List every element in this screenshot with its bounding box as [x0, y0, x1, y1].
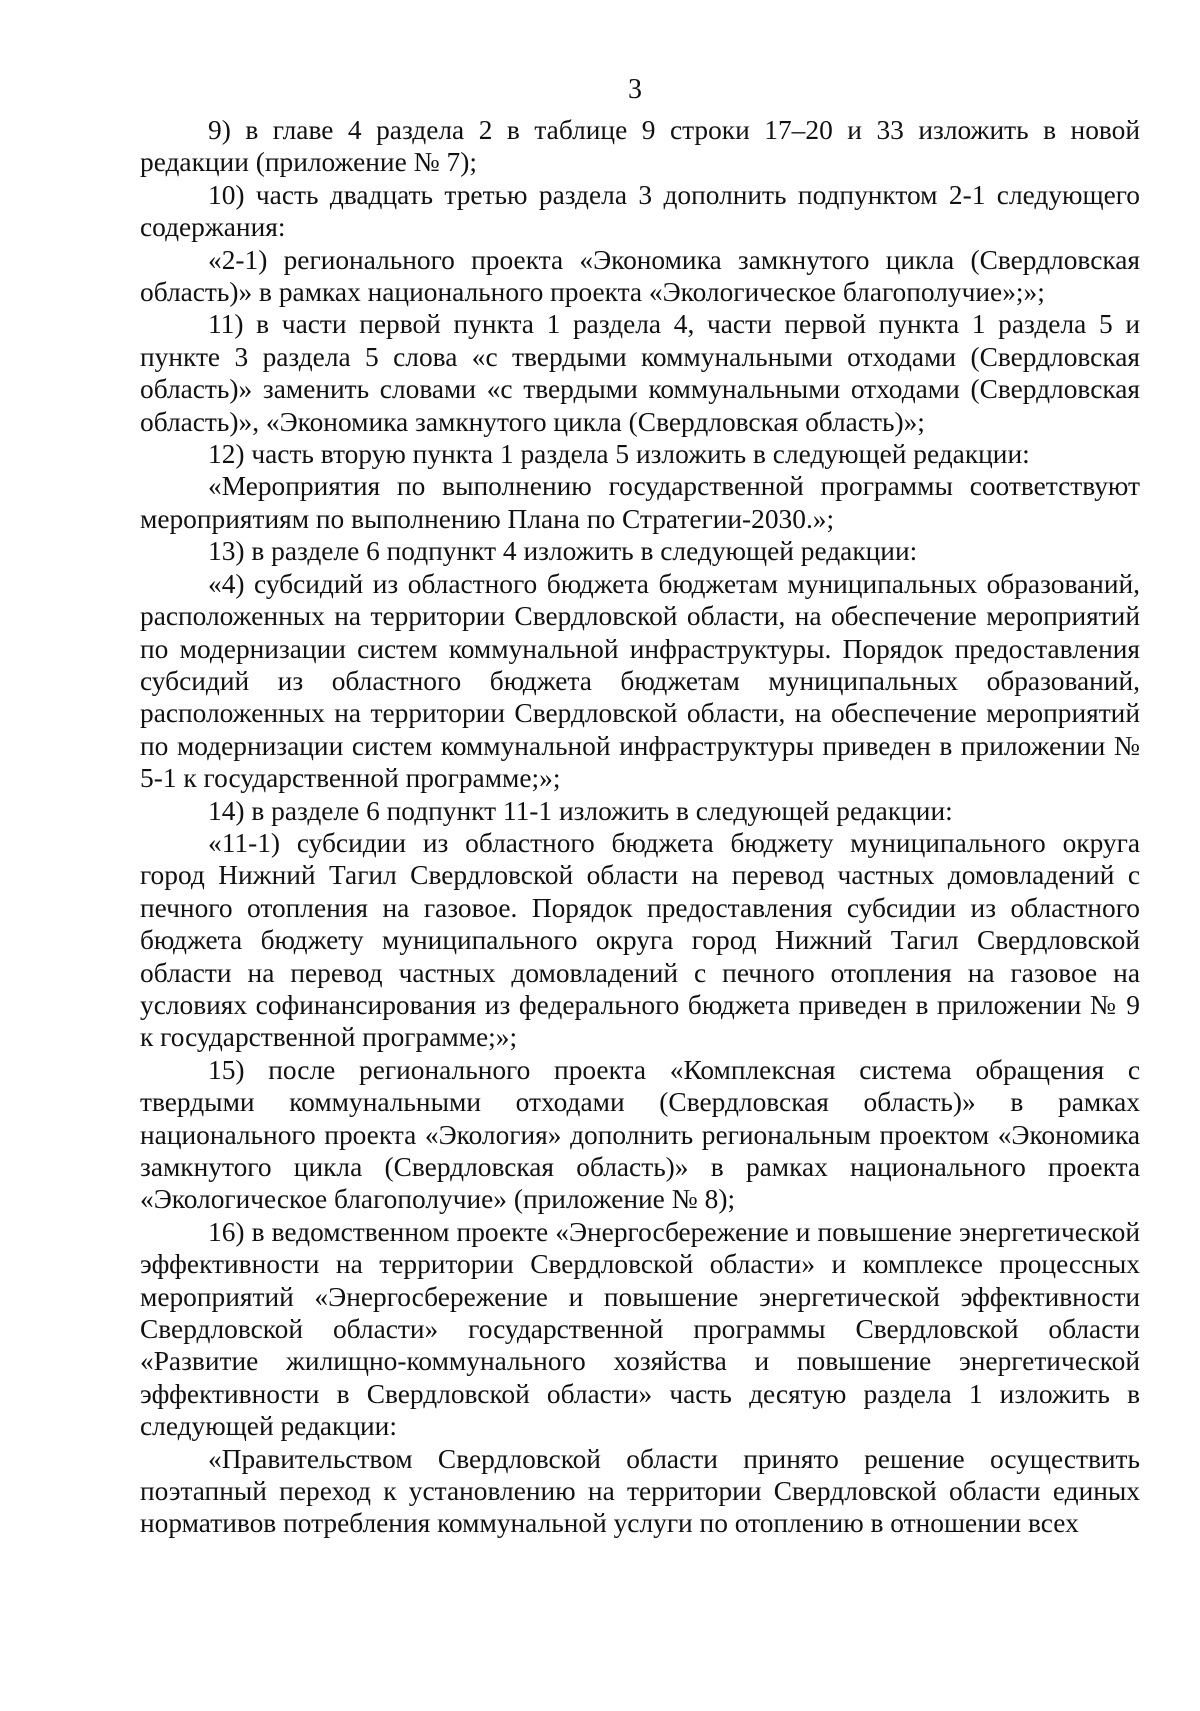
paragraph-item-13: 13) в разделе 6 подпункт 4 изложить в следующей редакции:	[208, 536, 918, 567]
paragraph-item-14: 14) в разделе 6 подпункт 11-1 изложить в следующей редакции:	[208, 795, 953, 826]
paragraph-item-15: 15) после регионального проекта «Комплексная система обращения с твердыми коммунальными отходами (Свердловская область)» в рамках национального проекта «Экология» дополнить региональным проектом «Экономика замкнутого цикла (Свердловская область)» в рамках национального проекта «Экологическое благополучие» (приложение № 8);	[140, 1054, 1140, 1215]
paragraph-item-11: 11) в части первой пункта 1 раздела 4, части первой пункта 1 раздела 5 и пункте 3 раздела 5 слова «с твердыми коммунальными отходами (Свердловская область)» заменить словами «с твердыми коммунальными отходами (Свердловская область)», «Экономика замкнутого цикла (Свердловская область)»;	[140, 309, 1140, 437]
paragraph-quote-government: «Правительством Свердловской области принято решение осуществить поэтапный переход к установлению на территории Свердловской области единых нормативов потребления коммунальной услуги по отоплению в отношении всех	[140, 1443, 1140, 1539]
paragraph-item-10: 10) часть двадцать третью раздела 3 дополнить подпунктом 2-1 следующего содержания:	[140, 179, 1140, 243]
page-number: 3	[628, 74, 642, 105]
paragraph-quote-4: «4) субсидий из областного бюджета бюджетам муниципальных образований, расположенных на территории Свердловской области, на обеспечение мероприятий по модернизации систем коммунальной инфраструктуры. Порядок предоставления субсидий из областного бюджета бюджетам муниципальных образований, расположенных на территории Свердловской области, на обеспечение мероприятий по модернизации систем коммунальной инфраструктуры приведен в приложении № 5-1 к государственной программе;»;	[140, 568, 1140, 794]
paragraph-quote-measures: «Мероприятия по выполнению государственной программы соответствуют мероприятиям по выполнению Плана по Стратегии-2030.»;	[140, 471, 1140, 534]
paragraph-item-12: 12) часть вторую пункта 1 раздела 5 изложить в следующей редакции:	[208, 439, 1030, 470]
paragraph-item-9: 9) в главе 4 раздела 2 в таблице 9 строки 17–20 и 33 изложить в новой редакции (приложение № 7);	[140, 115, 1140, 178]
document-body	[140, 114, 1140, 1540]
paragraph-quote-11-1: «11-1) субсидии из областного бюджета бюджету муниципального округа город Нижний Тагил Свердловской области на перевод частных домовладений с печного отопления на газовое. Порядок предоставления субсидии из областного бюджета бюджету муниципального округа город Нижний Тагил Свердловской области на перевод частных домовладений с печного отопления на газовое на условиях софинансирования из федерального бюджета приведен в приложении № 9 к государственной программе;»;	[140, 827, 1140, 1053]
paragraph-item-16: 16) в ведомственном проекте «Энергосбережение и повышение энергетической эффективности на территории Свердловской области» и комплексе процессных мероприятий «Энергосбережение и повышение энергетической эффективности Свердловской области» государственной программы Свердловской области «Развитие жилищно-коммунального хозяйства и повышение энергетической эффективности в Свердловской области» часть десятую раздела 1 изложить в следующей редакции:	[140, 1216, 1140, 1442]
paragraph-quote-2-1: «2-1) регионального проекта «Экономика замкнутого цикла (Свердловская область)» в рамках национального проекта «Экологическое благополучие»;»;	[140, 244, 1140, 308]
